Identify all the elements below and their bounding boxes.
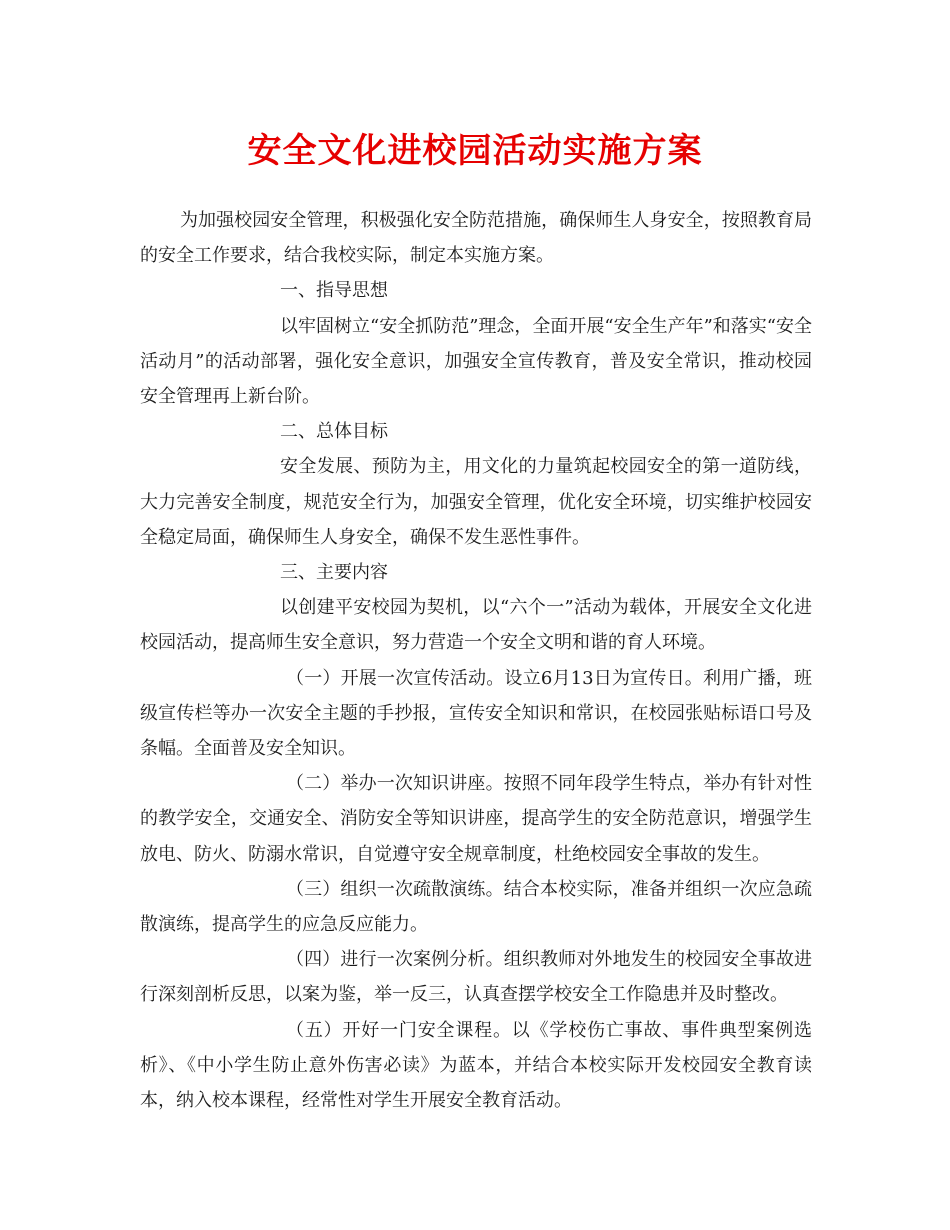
- section-heading-main-content: 三、主要内容: [280, 562, 388, 584]
- item-knowledge-lecture: （二）举办一次知识讲座。按照不同年段学生特点，举办有针对性的教学安全，交通安全、消防安全等知识讲座，提高学生的安全防范意识，增强学生放电、防火、防溺水常识，自觉遵守安全规章制度，杜绝校园安全事故的发生。: [140, 773, 812, 865]
- item-case-analysis: （四）进行一次案例分析。组织教师对外地发生的校园安全事故进行深刻剖析反思，以案为鉴，举一反三，认真查摆学校安全工作隐患并及时整改。: [140, 949, 812, 1006]
- item-safety-course: （五）开好一门安全课程。以《学校伤亡事故、事件典型案例选析》、《中小学生防止意外伤害必读》为蓝本，并结合本校实际开发校园安全教育读本，纳入校本课程，经常性对学生开展安全教育活动。: [140, 1019, 812, 1112]
- item-publicity-activity: （一）开展一次宣传活动。设立6月13日为宣传日。利用广播，班级宣传栏等办一次安全主题的手抄报，宣传安全知识和常识，在校园张贴标语口号及条幅。全面普及安全知识。: [140, 667, 812, 760]
- item-evacuation-drill: （三）组织一次疏散演练。结合本校实际，准备并组织一次应急疏散演练，提高学生的应急反应能力。: [140, 878, 812, 936]
- document-title: 安全文化进校园活动实施方案: [247, 131, 703, 171]
- overall-goal-paragraph: 安全发展、预防为主，用文化的力量筑起校园安全的第一道防线，大力完善安全制度，规范安全行为，加强安全管理，优化安全环境，切实维护校园安全稳定局面，确保师生人身安全，确保不发生恶性事件。: [140, 456, 812, 548]
- main-content-paragraph: 以创建平安校园为契机，以“六个一”活动为载体，开展安全文化进校园活动，提高师生安全意识，努力营造一个安全文明和谐的育人环境。: [140, 597, 812, 654]
- guiding-thought-paragraph: 以牢固树立“安全抓防范”理念，全面开展“安全生产年”和落实“安全活动月”的活动部署，强化安全意识，加强安全宣传教育，普及安全常识，推动校园安全管理再上新台阶。: [140, 315, 813, 408]
- document-body: [140, 203, 812, 1118]
- section-heading-overall-goal: 二、总体目标: [280, 421, 388, 443]
- intro-paragraph: 为加强校园安全管理，积极强化安全防范措施，确保师生人身安全，按照教育局的安全工作要求，结合我校实际，制定本实施方案。: [140, 210, 812, 267]
- section-heading-guiding-thought: 一、指导思想: [280, 280, 388, 302]
